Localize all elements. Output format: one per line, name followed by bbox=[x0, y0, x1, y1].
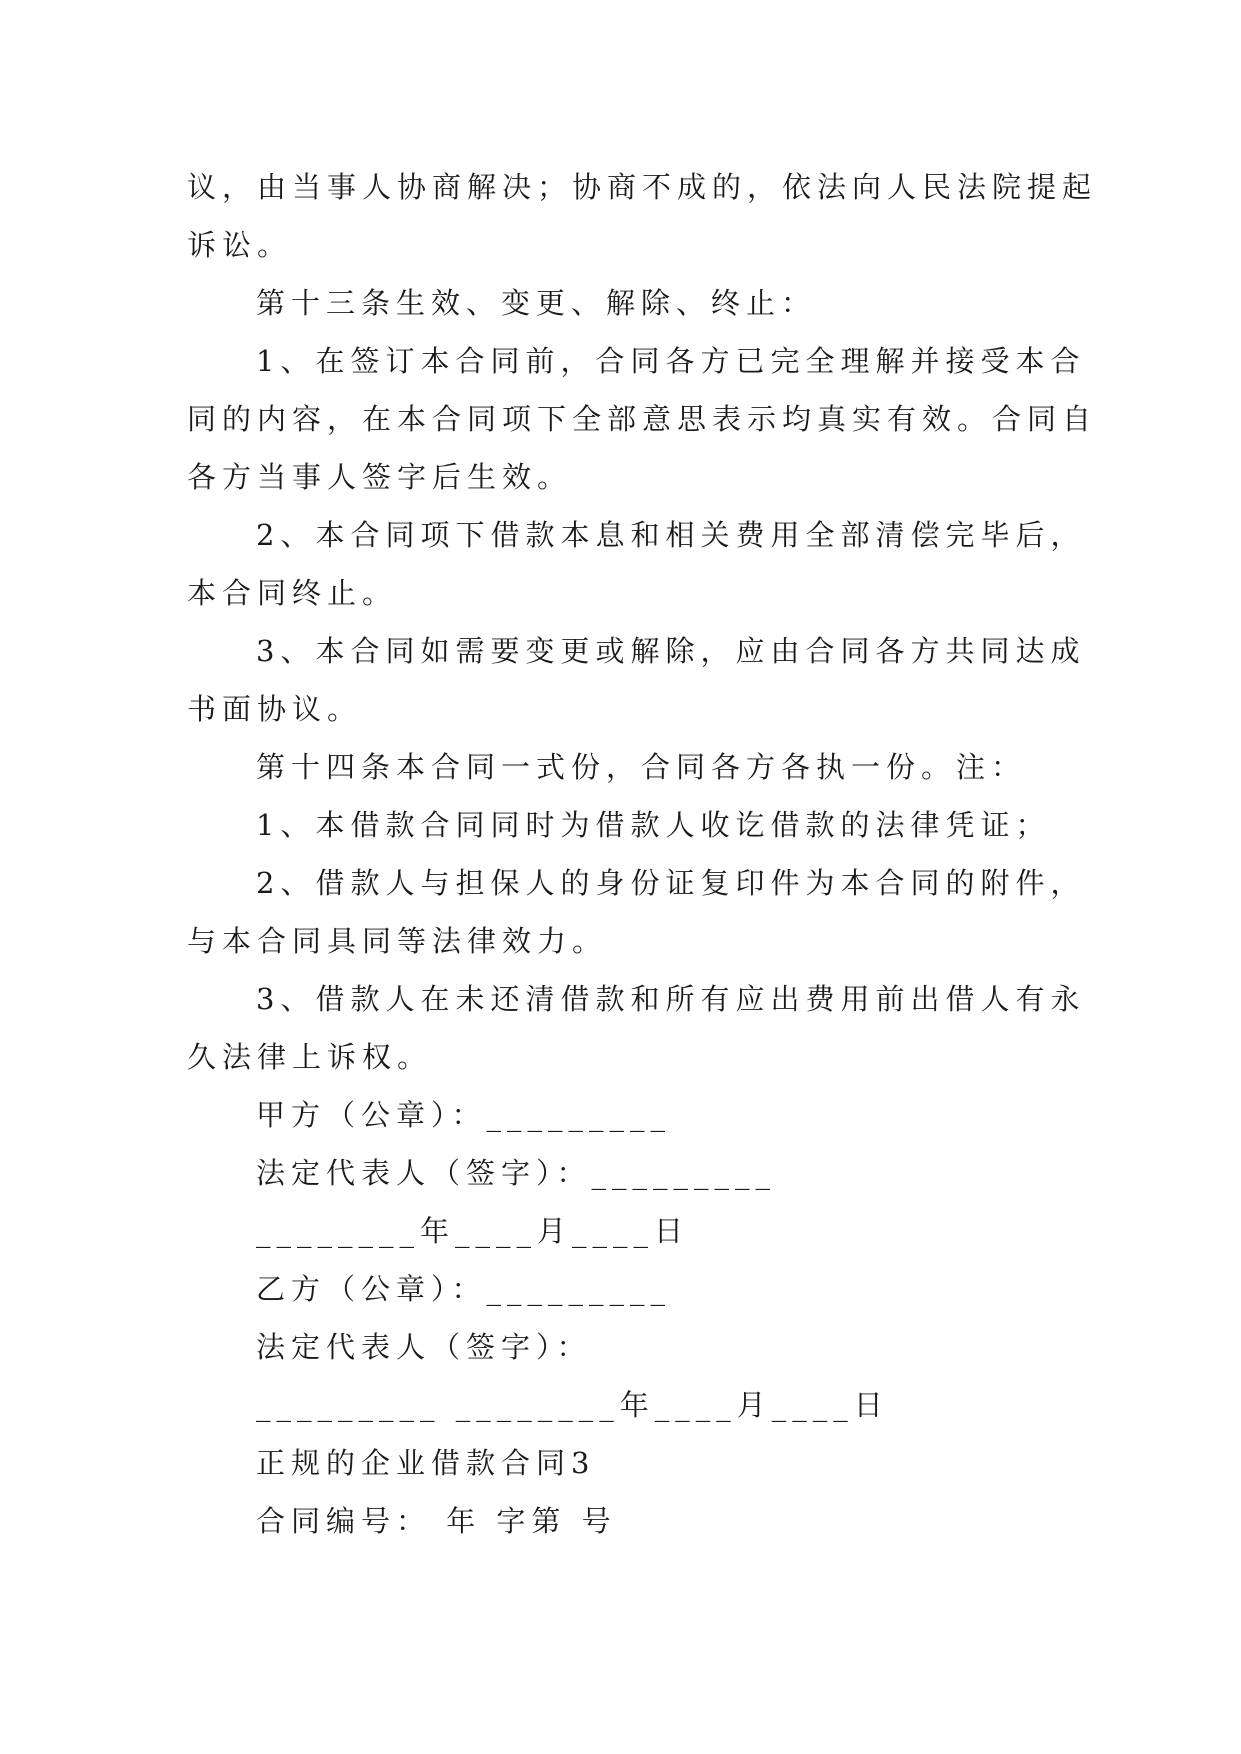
section-title: 正规的企业借款合同3 bbox=[256, 1446, 596, 1480]
clause-line: 2、本合同项下借款本息和相关费用全部清偿完毕后， bbox=[256, 518, 1086, 552]
body-text-line: 诉讼。 bbox=[187, 228, 293, 262]
party-a-representative-line: 法定代表人（签字）：_________ bbox=[256, 1156, 777, 1190]
party-a-seal-line: 甲方（公章）：_________ bbox=[256, 1098, 672, 1132]
body-text-line: 与本合同具同等法律效力。 bbox=[187, 924, 608, 958]
party-b-date-line: _________ ________年____月____日 bbox=[256, 1388, 889, 1422]
party-b-representative-line: 法定代表人（签字）： bbox=[256, 1330, 592, 1364]
body-text-line: 议，由当事人协商解决；协商不成的，依法向人民法院提起 bbox=[187, 170, 1098, 204]
clause-line: 1、在签订本合同前，合同各方已完全理解并接受本合 bbox=[256, 344, 1086, 378]
clause-line: 2、借款人与担保人的身份证复印件为本合同的附件， bbox=[256, 866, 1086, 900]
party-b-seal-line: 乙方（公章）：_________ bbox=[256, 1272, 672, 1306]
article-14-heading: 第十四条本合同一式份，合同各方各执一份。注： bbox=[256, 750, 1027, 784]
body-text-line: 同的内容，在本合同项下全部意思表示均真实有效。合同自 bbox=[187, 402, 1098, 436]
body-text-line: 久法律上诉权。 bbox=[187, 1040, 433, 1074]
clause-line: 3、借款人在未还清借款和所有应出费用前出借人有永 bbox=[256, 982, 1086, 1016]
article-13-heading: 第十三条生效、变更、解除、终止： bbox=[256, 286, 817, 320]
clause-line: 1、本借款合同同时为借款人收讫借款的法律凭证； bbox=[256, 808, 1051, 842]
document-body bbox=[187, 158, 1098, 1550]
body-text-line: 各方当事人签字后生效。 bbox=[187, 460, 573, 494]
body-text-line: 书面协议。 bbox=[187, 692, 363, 726]
clause-line: 3、本合同如需要变更或解除，应由合同各方共同达成 bbox=[256, 634, 1086, 668]
body-text-line: 本合同终止。 bbox=[187, 576, 398, 610]
party-a-date-line: ________年____月____日 bbox=[256, 1214, 690, 1248]
contract-number-line: 合同编号： 年 字第 号 bbox=[256, 1504, 617, 1538]
